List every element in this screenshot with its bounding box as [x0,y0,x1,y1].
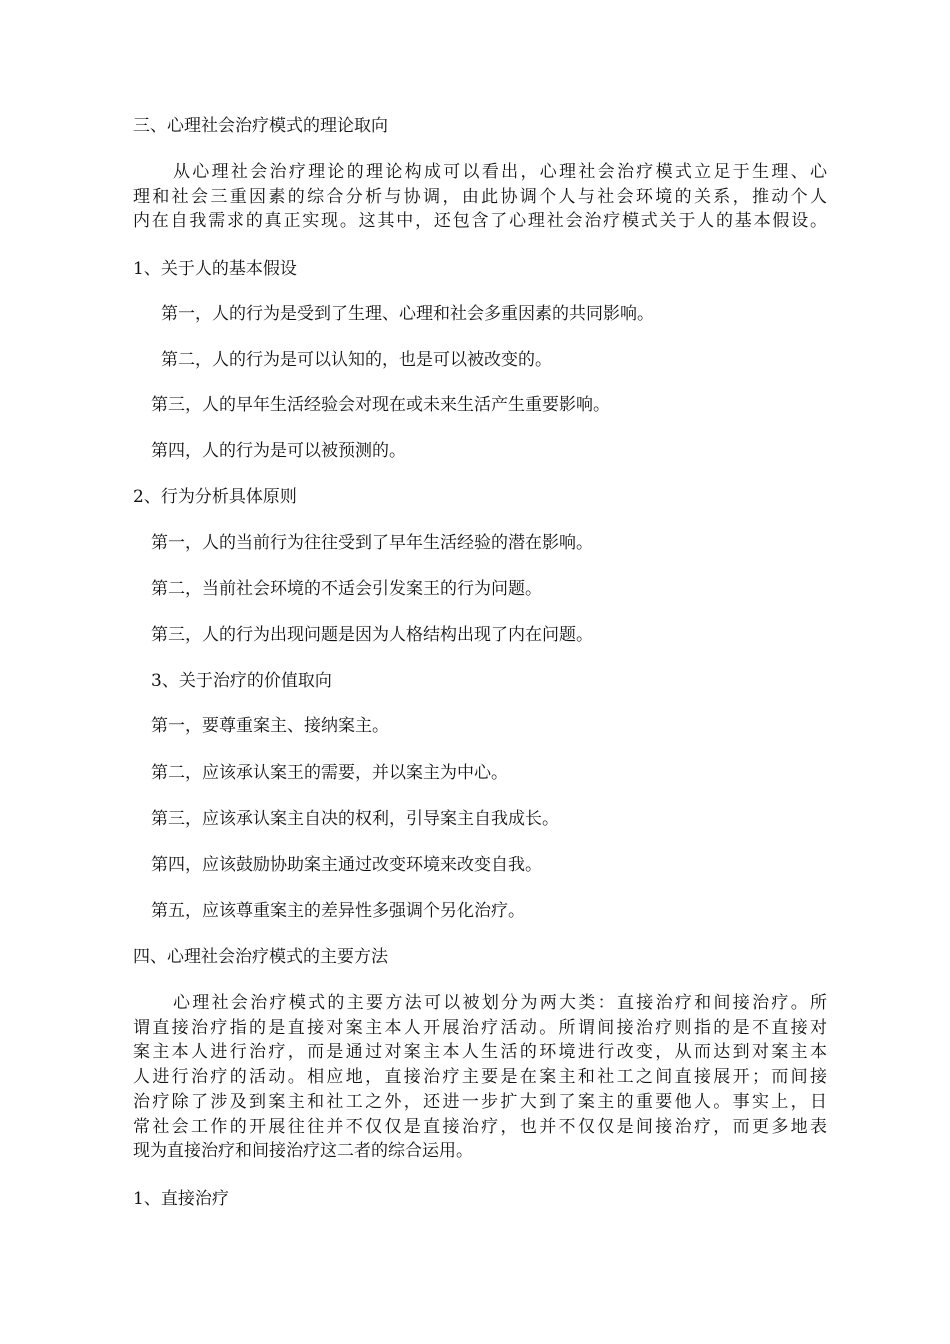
list-item: 第四，应该鼓励协助案主通过改变环境来改变自我。 [151,855,542,875]
list-item: 第一，人的行为是受到了生理、心理和社会多重因素的共同影响。 [161,304,654,324]
paragraph-line: 人进行治疗的活动。相应地，直接治疗主要是在案主和社工之间直接展开；而间接 [133,1067,827,1087]
subsection-heading: 2、行为分析具体原则 [133,487,297,507]
paragraph-line: 从心理社会治疗理论的理论构成可以看出，心理社会治疗模式立足于生理、心 [173,162,827,182]
paragraph-line: 谓直接治疗指的是直接对案主本人开展治疗活动。所谓间接治疗则指的是不直接对 [133,1018,827,1038]
paragraph-line: 治疗除了涉及到案主和社工之外，还进一步扩大到了案主的重要他人。事实上，日 [133,1092,827,1112]
paragraph-line: 常社会工作的开展往往并不仅仅是直接治疗，也并不仅仅是间接治疗，而更多地表 [133,1117,827,1137]
list-item: 第一，要尊重案主、接纳案主。 [151,716,389,736]
list-item: 第三，应该承认案主自决的权利，引导案主自我成长。 [151,809,559,829]
list-item: 第五，应该尊重案主的差异性多强调个另化治疗。 [151,901,525,921]
subsection-heading: 1、关于人的基本假设 [133,259,297,279]
section-heading: 四、心理社会治疗模式的主要方法 [133,947,388,967]
list-item: 第四，人的行为是可以被预测的。 [151,441,406,461]
list-item: 第三，人的早年生活经验会对现在或未来生活产生重要影响。 [151,395,610,415]
list-item: 第三，人的行为出现问题是因为人格结构出现了内在问题。 [151,625,593,645]
list-item: 第二，人的行为是可以认知的，也是可以被改变的。 [161,350,552,370]
list-item: 第二，当前社会环境的不适会引发案王的行为问题。 [151,579,542,599]
section-heading: 三、心理社会治疗模式的理论取向 [133,116,388,136]
paragraph-line: 现为直接治疗和间接治疗这二者的综合运用。 [133,1141,473,1161]
paragraph-line: 内在自我需求的真正实现。这其中，还包含了心理社会治疗模式关于人的基本假设。 [133,211,827,231]
subsection-heading: 3、关于治疗的价值取向 [151,671,332,691]
paragraph-line: 理和社会三重因素的综合分析与协调，由此协调个人与社会环境的关系，推动个人 [133,187,827,207]
paragraph-line: 心理社会治疗模式的主要方法可以被划分为两大类：直接治疗和间接治疗。所 [173,993,827,1013]
list-item: 第一，人的当前行为往往受到了早年生活经验的潜在影响。 [151,533,593,553]
paragraph-line: 案主本人进行治疗，而是通过对案主本人生活的环境进行改变，从而达到对案主本 [133,1042,827,1062]
subsection-heading: 1、直接治疗 [133,1189,229,1209]
list-item: 第二，应该承认案王的需要，并以案主为中心。 [151,763,508,783]
